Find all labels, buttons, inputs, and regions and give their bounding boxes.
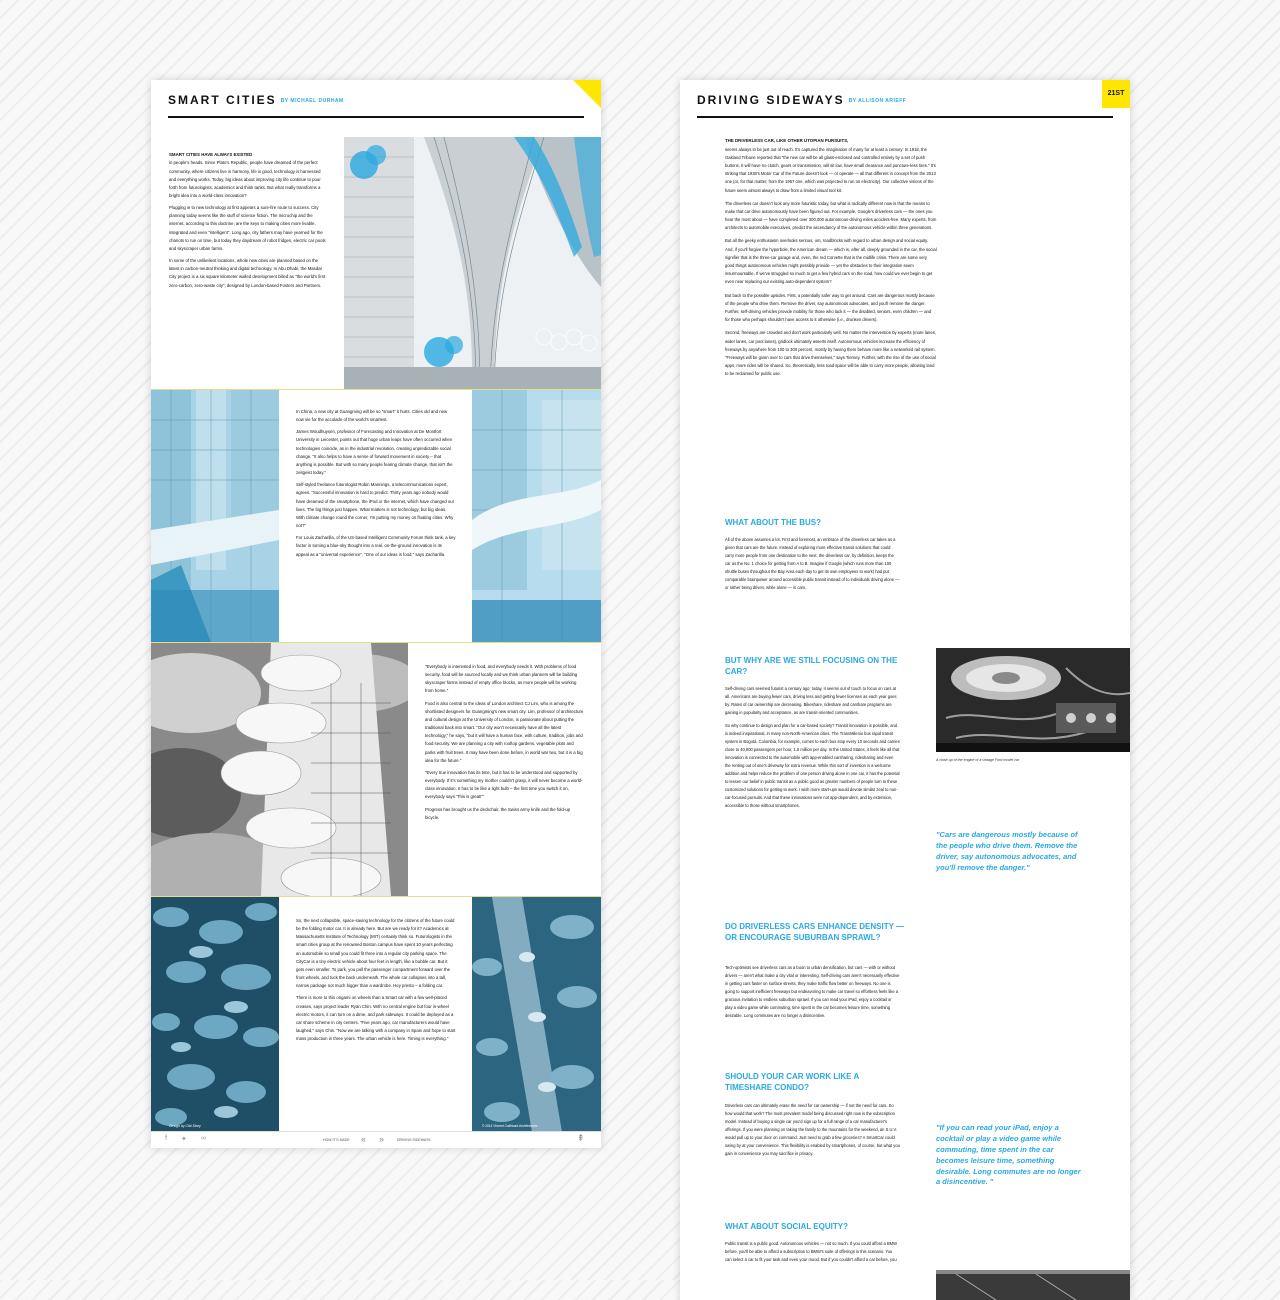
section-3-text [425, 663, 585, 888]
driving-sideways-page [680, 80, 1130, 1300]
paragraph: But all the geeky enthusiasm overlooks serious, um, roadblocks with regard to urban design and social equity. And, if you'll forgive the hyperbole, the American dream — which is, after all, deeply grounded in the car, the social signifier that is the three-car garage and, even, the red Corvette that is the midlife crisis. There are some very good things autonomous vehicles might possibly provide — yet the obstacles to their integration seem insurmountable. If we've struggled so much to get a few hybrid cars on the road, how could we ever begin to get even near replacing our existing auto-dependent system? [725, 238, 937, 285]
paragraph: There is more to this origami on wheels than a Smart car with a few well-placed creases, says project leader Ryan Chin. With no central engine but four in-wheel electric motors, it can turn on a dime, and park sideways. It could be deployed as a car share scheme in city centers. "Five years ago, car manufacturers would have laughed," says Chin. "Now we are talking with a company in Spain and hope to start mass production in three years. The urban vehicle is here. Timing is everything." [296, 995, 456, 1042]
paragraph: "Everybody is interested in food, and everybody needs it. With problems of food security, food will be sourced locally and we think urban planners will be building skyscraper farms instead of empty office blocks, as more people will be working from home." [425, 664, 578, 694]
section-text [725, 1240, 900, 1269]
paragraph: Tech-optimists see driverless cars as a boon to urban densification, but cars — with or without drivers — aren't what make a city vital or interesting. Self-driving cars aren't necessarily effective in getting cars faster on surface streets, they make traffic flow better on freeways. No one is going to support inefficient freeways but endeavoring to make car travel so effortless feels like a gracious invitation to endless suburban sprawl. If you can read your iPad, enjoy a cocktail or play a video game while commuting, time spent in the car becomes leisure time, something desirable. Long commutes are no longer a disincentive. [725, 965, 900, 1018]
photo-caption: A close up of the engine of a vintage Ford model car [936, 758, 1020, 762]
image-credit: Design by Cibi Story [169, 1124, 201, 1128]
article-nav-bar [151, 1131, 601, 1148]
facebook-icon[interactable]: f [165, 1135, 167, 1142]
prev-article-link[interactable]: HOW IT'S MADE [323, 1138, 350, 1142]
page-title: DRIVING SIDEWAYS BY ALLISON ARIEFF [697, 93, 907, 107]
driving-sideways-header [697, 80, 1113, 118]
paragraph: For Louis Zacharilla, of the US-based Intelligent Community Forum think tank, a key factor in turning a blue-sky thought into a real, on-the-ground innovation is its appeal as a "universal experience". "One of our ideas is food," says Zacharilla. [296, 535, 456, 557]
paragraph: Driverless cars can ultimately erase the need for car ownership — if not the need for cars. So how would that work? The most prevalent model being discussed right now is the subscription model. Instead of buying a single car you'd sign up for a full range of a car manufacturer's offerings. If you were planning on taking the family to the mountains for the weekend, an S.U.V. would pull up to your door on command. Just need to grab a few groceries? A SmartCar could swing by at your convenience. This flexibility is enabled by smartphones, of course, but what you gain in convenience you may sacrifice in privacy. [725, 1103, 900, 1156]
century-badge: 21ST [1102, 80, 1130, 108]
cityscape-blue-image-left [151, 390, 279, 642]
section-band-3 [151, 643, 601, 896]
smart-cities-header [168, 80, 584, 118]
paragraph: All of the above assumes a lot. First and foremost, an embrace of the driverless car takes as a given that cars are the future. Instead of exploring more effective transit solutions that could carry more people from one destination to the next, the driverless car, by definition, keeps the car as the No. 1 choice for getting from A to B. Imagine if Google (which runs more than 100 shuttle buses throughout the Bay Area each day to get its own employees to work) had put comparable brainpower around accessible public transit instead of to individuals driving alone — or rather being driven, while alone — in cars. [725, 537, 900, 590]
paragraph: Second, freeways are crowded and don't work particularly well. No matter the intervention by experts (more lanes, wider lanes, car pool lanes), gridlock ultimately asserts itself. Autonomous vehicles increase the efficiency of freeways by anywhere from 100 to 300 percent, mostly by having them behave more like a networked rail system. "Freeways will be given over to cars that drive themselves," says Tierney. Further, with the rise of the use of social apps, more rides will be shared. So, theoretically, less road space will be able to carry more people, allowing land to be reclaimed for public use. [725, 330, 936, 377]
paragraph: Public transit is a public good. Autonomous vehicles — not so much. If you could afford a BMW before, you'll be able to afford a subscription to BMW's suite of offerings in this scenario. You can select a car to fit your task and even your mood. But if you couldn't afford a car before, you [725, 1241, 897, 1262]
vintage-engine-photo [936, 648, 1130, 752]
tower-render-image [344, 137, 601, 389]
paragraph: In China, a new city at Guangming will be so "smart" it hurts. Cities old and new now vie for the accolade of the world's smartest. [296, 409, 448, 423]
paragraph: Food is also central to the ideas of London architect CJ Lim, who is among the shortlisted designers for Guangming's new smart city. Lim, professor of architecture and cultural design at the University of London, is passionate about putting the traditional back into smart. "Our city won't necessarily have all the latest technology," he says, "but it will have a human face, with culture, tradition, jobs and food security. We are planning a city with rooftop gardens, vegetable plots and parks with fruit trees. It may have been done before, in world war two, but it is a big idea for the future." [425, 700, 584, 763]
section-2-text [296, 408, 456, 638]
bottom-photo [936, 1270, 1130, 1300]
paragraph: "Every true innovation has its time, but it has to be understood and supported by everybody. If it's something my mother couldn't grasp, it will never become a world-class innovation. It has to be like a light bulb – the first time you switch it on, everybody says 'This is great!'" [425, 769, 583, 800]
section-text [725, 536, 900, 597]
section-text [725, 685, 900, 815]
paragraph: in people's heads. Since Plato's Republic, people have dreamed of the perfect community, where citizens live in harmony, life is good, technology is harnessed and everything works. Today, big ideas about improving city life continue to pour forth from futurologists, academics and think tanks. But what really transforms a bright idea into a world-class innovation? [169, 160, 321, 198]
paragraph: But back to the possible upsides. First, a potentially safer way to get around. Cars are dangerous mostly because of the people who drive them. Remove the driver, say autonomous advocates, and you'll remove the danger. Further, self-driving vehicles provide mobility for those who lack it — the disabled, seniors, even children — and for those who perhaps shouldn't have access to it otherwise (i.e., drunken drivers). [725, 292, 935, 323]
section-heading: BUT WHY ARE WE STILL FOCUSING ON THE CAR? [725, 656, 898, 677]
paragraph: So why continue to design and plan for a car-based society? Transit innovation is possible, and is indeed inspirational, in many non-North-American cities. The TransMilenio bus rapid transit system in Bogotá, Colombia, for example, comes to each bus stop every 10 seconds and carries close to 40,000 passengers per hour, 1.6 million per day. In the United States, it feels like all that innovation is connected to the automobile with app-enabled carsharing, ridesharing and even the renting out of one's driveway for extra revenue. While this sort of invention is a welcome addition and helps reduce the problem of one person driving alone in one car, it has the potential to lessen our belief in public transit as a public good as greater numbers of people turn to these customized solutions for getting to work. I wish more start-ups would devote similar zeal to non-car-focused pursuits. And that these innovations were not app-dependent, and by extension, accessible to those without smartphones. [725, 722, 900, 808]
paragraph: The driverless car doesn't look any more futuristic today, but what is radically different now is that the means to make that car drive autonomously have been figured out. For example, Google's driverless cars — the ones you hear the most about — have completed over 300,000 autonomous-driving miles accident-free. Many experts, from architects to automobile executives, predict the ascendancy of the autonomous vehicle within three generations. [725, 200, 937, 231]
twitter-icon[interactable]: ✦ [181, 1136, 187, 1143]
next-article-link[interactable]: DRIVING SIDEWAYS [397, 1138, 431, 1142]
smart-cities-page [151, 80, 601, 1148]
image-credit: © 2014 Vincent Callebaut Architectures [482, 1124, 538, 1128]
intro-text [725, 137, 937, 383]
back-to-top-icon[interactable]: ⇞ [577, 1133, 585, 1143]
paragraph: Plugging in to new technology at first appears a sure-fire route to success. City planning today seems like the stuff of science fiction. The microchip and the internet, according to this doctrine, are the keys to making cities more livable, integrated and even "intelligent". Long ago, city fathers may have yearned for the chariots to run on time, but today they daydream of robot fridges, electric car pools and skyscraper urban farms. [169, 205, 326, 251]
paragraph: In some of the unlikeliest locations, whole new cities are planned based on the latest in carbon-neutral thinking and digital technology. In Abu Dhabi, the Masdar City project is a six square kilometer walled development billed as "the world's first zero-carbon, zero-waste city", designed by London-based Fosters and Partners. [169, 258, 326, 288]
foliage-image-left [151, 897, 279, 1132]
byline: BY MICHAEL DURHAM [280, 97, 344, 104]
foliage-image-right [472, 897, 601, 1132]
link-icon[interactable]: ∞ [201, 1135, 206, 1142]
lead-heading: THE DRIVERLESS CAR, LIKE OTHER UTOPIAN PURSUITS, [725, 138, 849, 143]
intro-text [169, 151, 327, 381]
pull-quote: "Cars are dangerous mostly because of the people who drive them. Remove the driver, say autonomous advocates, and you'll remove the danger." [936, 830, 1078, 872]
section-band-2 [151, 390, 601, 642]
paragraph: Self-styled freelance futurologist Robin Mannings, a telecommunications expert, agrees. "Successful innovation is hard to predict. Thirty years ago nobody would have dreamed of the smartphone, the iPod or the internet, which have changed our lives. The big things just happen. What matters is not technology, but big ideas. With climate change round the corner, I'm putting my money on floating cities. Why not?" [296, 482, 455, 529]
pull-quote: "If you can read your iPad, enjoy a cocktail or play a video game while commuting, time spent in the car becomes leisure time, something desirable. Long commutes are no longer a disincentive. " [936, 1123, 1081, 1187]
section-heading: DO DRIVERLESS CARS ENHANCE DENSITY — OR ENCOURAGE SUBURBAN SPRAWL? [725, 922, 904, 943]
cityscape-blue-image-right [472, 390, 601, 642]
paragraph: So, the next collapsible, space-saving technology for the citizens of the future could be the folding motor car. It is already here. But are we ready for it? Academics at Massachusetts Institute of Technology (MIT) certainly think so. Futurologists in the smart cities group at the renowned Boston campus have spent 10 years perfecting an automobile so small you could fit three into a regular city parking space. The CityCar is a tiny electric vehicle about four feet in length, like a bubble car. But it gets even smaller. To park, you pull the passenger compartment forward over the front wheels, and tuck the back underneath. The whole car collapses into a tall, narrow package not much bigger than a wardrobe. Hey presto – a folding car. [296, 918, 455, 989]
page-title: SMART CITIES BY MICHAEL DURHAM [168, 93, 344, 107]
byline: BY ALLISON ARIEFF [848, 97, 907, 104]
prev-arrow-icon[interactable]: « [361, 1134, 367, 1144]
paragraph: Progress has brought us the deckchair, the Swiss army knife and the fold-up bicycle. [425, 806, 570, 820]
section-band-4 [151, 897, 601, 1132]
section-heading: WHAT ABOUT SOCIAL EQUITY? [725, 1222, 848, 1231]
corner-flag [573, 80, 601, 108]
section-text [725, 964, 900, 1025]
paragraph: James Woudhuysen, professor of Forecasting and Innovation at De Montfort University in Leicester, points out that huge urban leaps have often occurred when technologies coincide, as in the industrial revolution, creating unpredictable social change. "It also helps to have a sense of forward movement in society – that anything is possible. But with so many people fearing climate change, that isn't the zeitgeist today." [296, 429, 453, 476]
paragraph: seems always to be just out of reach. It's captured the imagination of many for at least a century: In 1918, the Oakland Tribune reported that "the new car will be all glass-enclosed and controlled entirely by a set of push buttons. It will have no clutch, gears or transmission, will sit low, have small clearance and puncture-less tires." It's striking that 1938's Motor Car of the Future doesn't look — or operate — all that different in concept from the 2013 one (or, for that matter, from the 1957 one, which was projected to run on electricity). Our collective visions of the future seem almost always to draw from a limited visual tool kit. [725, 146, 936, 193]
section-text [725, 1102, 900, 1163]
section-heading: SHOULD YOUR CAR WORK LIKE A TIMESHARE CONDO? [725, 1072, 859, 1093]
vertical-farm-tower-image [151, 643, 408, 896]
next-arrow-icon[interactable]: » [379, 1134, 385, 1144]
section-4-text [296, 917, 456, 1127]
lead-heading: SMART CITIES HAVE ALWAYS EXISTED [169, 152, 253, 157]
section-heading: WHAT ABOUT THE BUS? [725, 518, 821, 527]
section-band-1 [151, 137, 601, 389]
paragraph: Self-driving cars seemed futurist a century ago; today, it seems out of touch to focus on cars at all. Americans are buying fewer cars, driving less and getting fewer licenses as each year goes by. Rates of car ownership are decreasing. Bikeshare, rideshare and carshare programs are gaining in popularity and acceptance, as are transit-oriented communities. [725, 686, 897, 715]
